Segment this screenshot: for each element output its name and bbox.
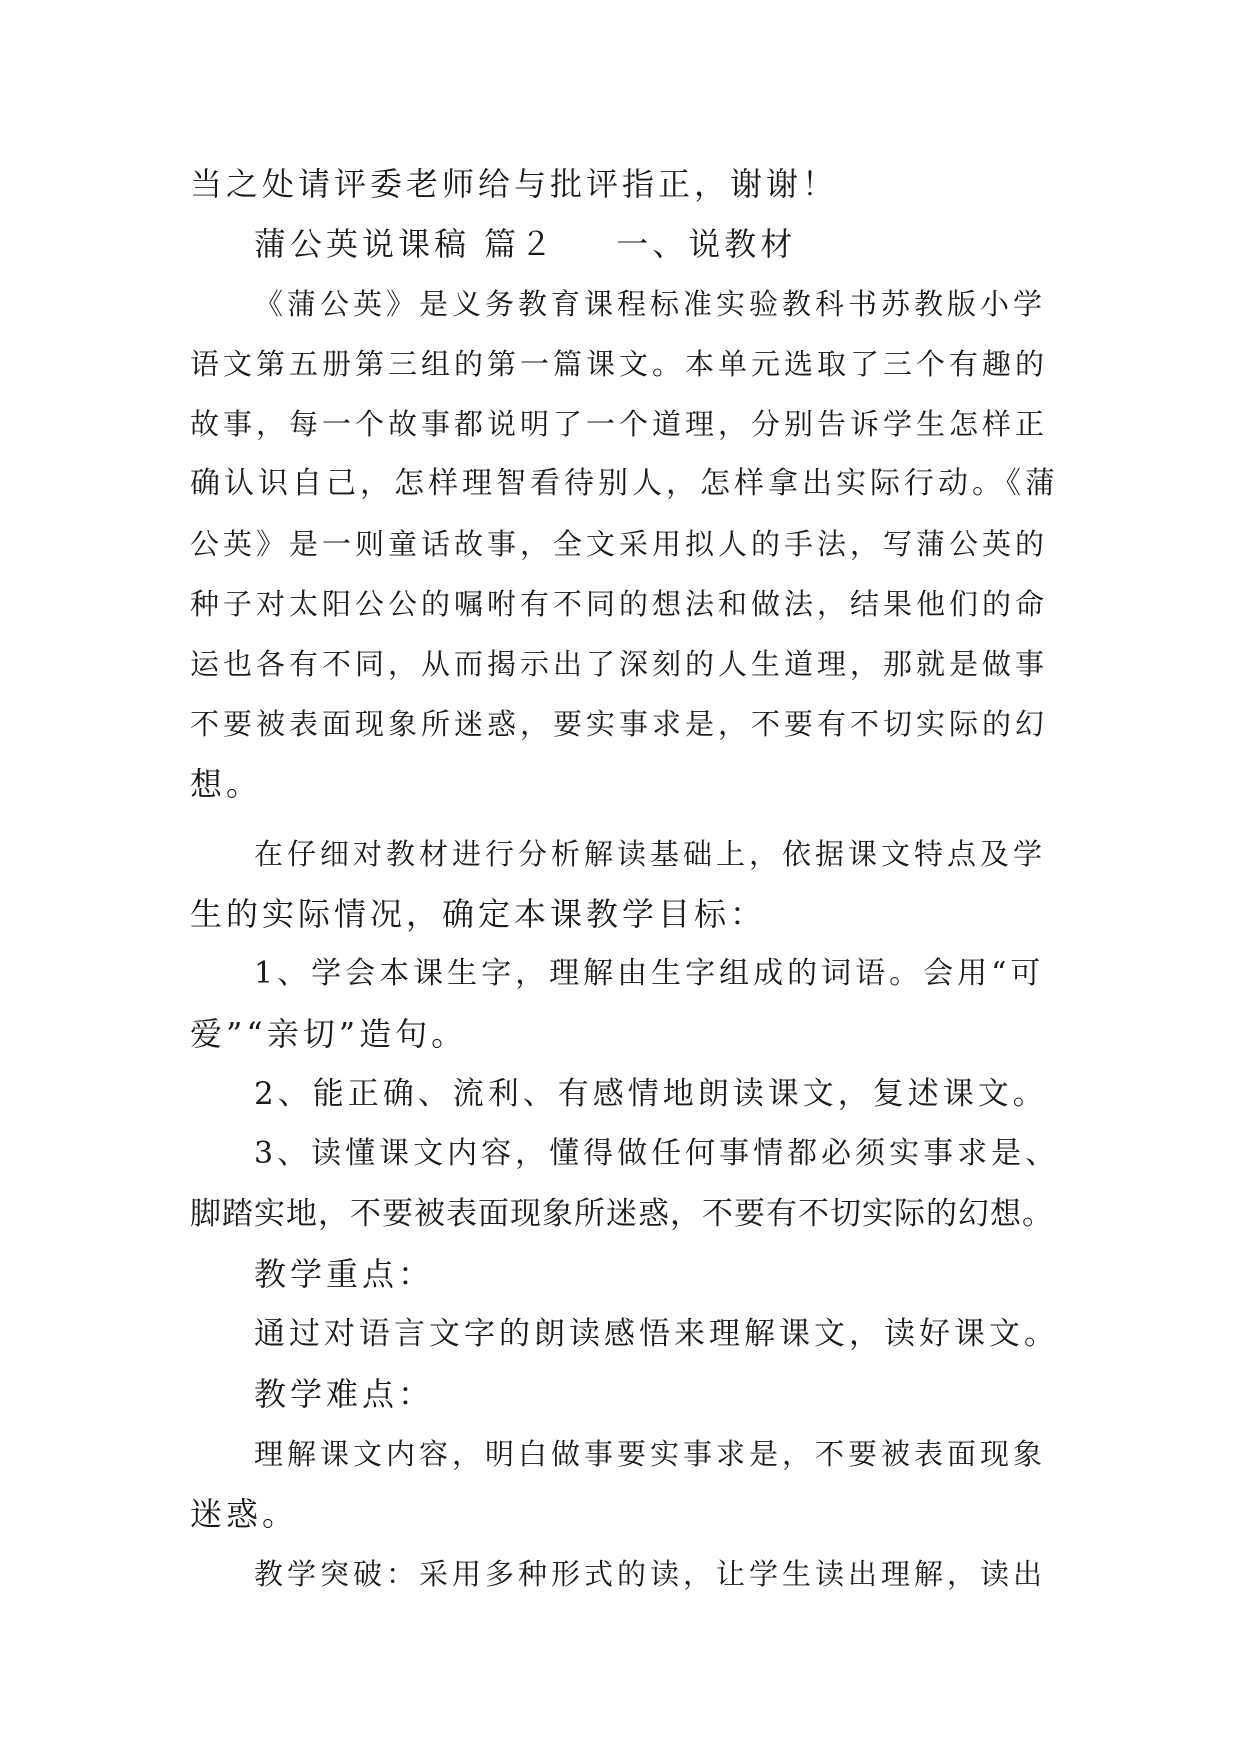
text-line: 语文第五册第三组的第一篇课文。本单元选取了三个有趣的 [190, 347, 1049, 381]
text-line: 确认识自己，怎样理智看待别人，怎样拿出实际行动。《蒲 [190, 466, 1059, 501]
section-heading: 一、说教材 [616, 225, 797, 263]
text-line: 2、能正确、流利、有感情地朗读课文，复述课文。 [254, 1076, 1048, 1112]
text-line: 教学重点： [254, 1255, 435, 1293]
text-line: 3、读懂课文内容，懂得做任何事情都必须实事求是、 [254, 1136, 1060, 1171]
text-line: 脚踏实地，不要被表面现象所迷惑，不要有不切实际的幻想。 [190, 1196, 1054, 1232]
text-line: 当之处请评委老师给与批评指正，谢谢！ [190, 165, 839, 203]
text-line: 不要被表面现象所迷惑，要实事求是，不要有不切实际的幻 [190, 707, 1049, 741]
text-line: 故事，每一个故事都说明了一个道理，分别告诉学生怎样正 [190, 407, 1049, 441]
text-line: 公英》是一则童话故事，全文采用拟人的手法，写蒲公英的 [190, 527, 1049, 561]
section-heading-line [254, 224, 796, 264]
text-line: 爱”“亲切”造句。 [190, 1015, 468, 1053]
text-line: 教学突破：采用多种形式的读，让学生读出理解，读出 [254, 1557, 1047, 1591]
text-line: 教学难点： [254, 1375, 435, 1413]
text-line: 通过对语言文字的朗读感悟来理解课文，读好课文。 [254, 1316, 1059, 1352]
text-line: 1、学会本课生字，理解由生字组成的词语。会用“可 [254, 956, 1045, 991]
text-line: 《蒲公英》是义务教育课程标准实验教科书苏教版小学 [254, 287, 1047, 321]
article-title: 蒲公英说课稿 篇２ [254, 225, 557, 263]
text-line: 迷惑。 [190, 1495, 299, 1533]
text-line: 运也各有不同，从而揭示出了深刻的人生道理，那就是做事 [190, 647, 1049, 681]
text-line: 想。 [190, 765, 263, 803]
text-line: 理解课文内容，明白做事要实事求是，不要被表面现象 [254, 1437, 1047, 1471]
text-line: 生的实际情况，确定本课教学目标： [190, 895, 767, 933]
text-line: 在仔细对教材进行分析解读基础上，依据课文特点及学 [254, 837, 1047, 871]
text-line: 种子对太阳公公的嘱咐有不同的想法和做法，结果他们的命 [190, 587, 1049, 621]
